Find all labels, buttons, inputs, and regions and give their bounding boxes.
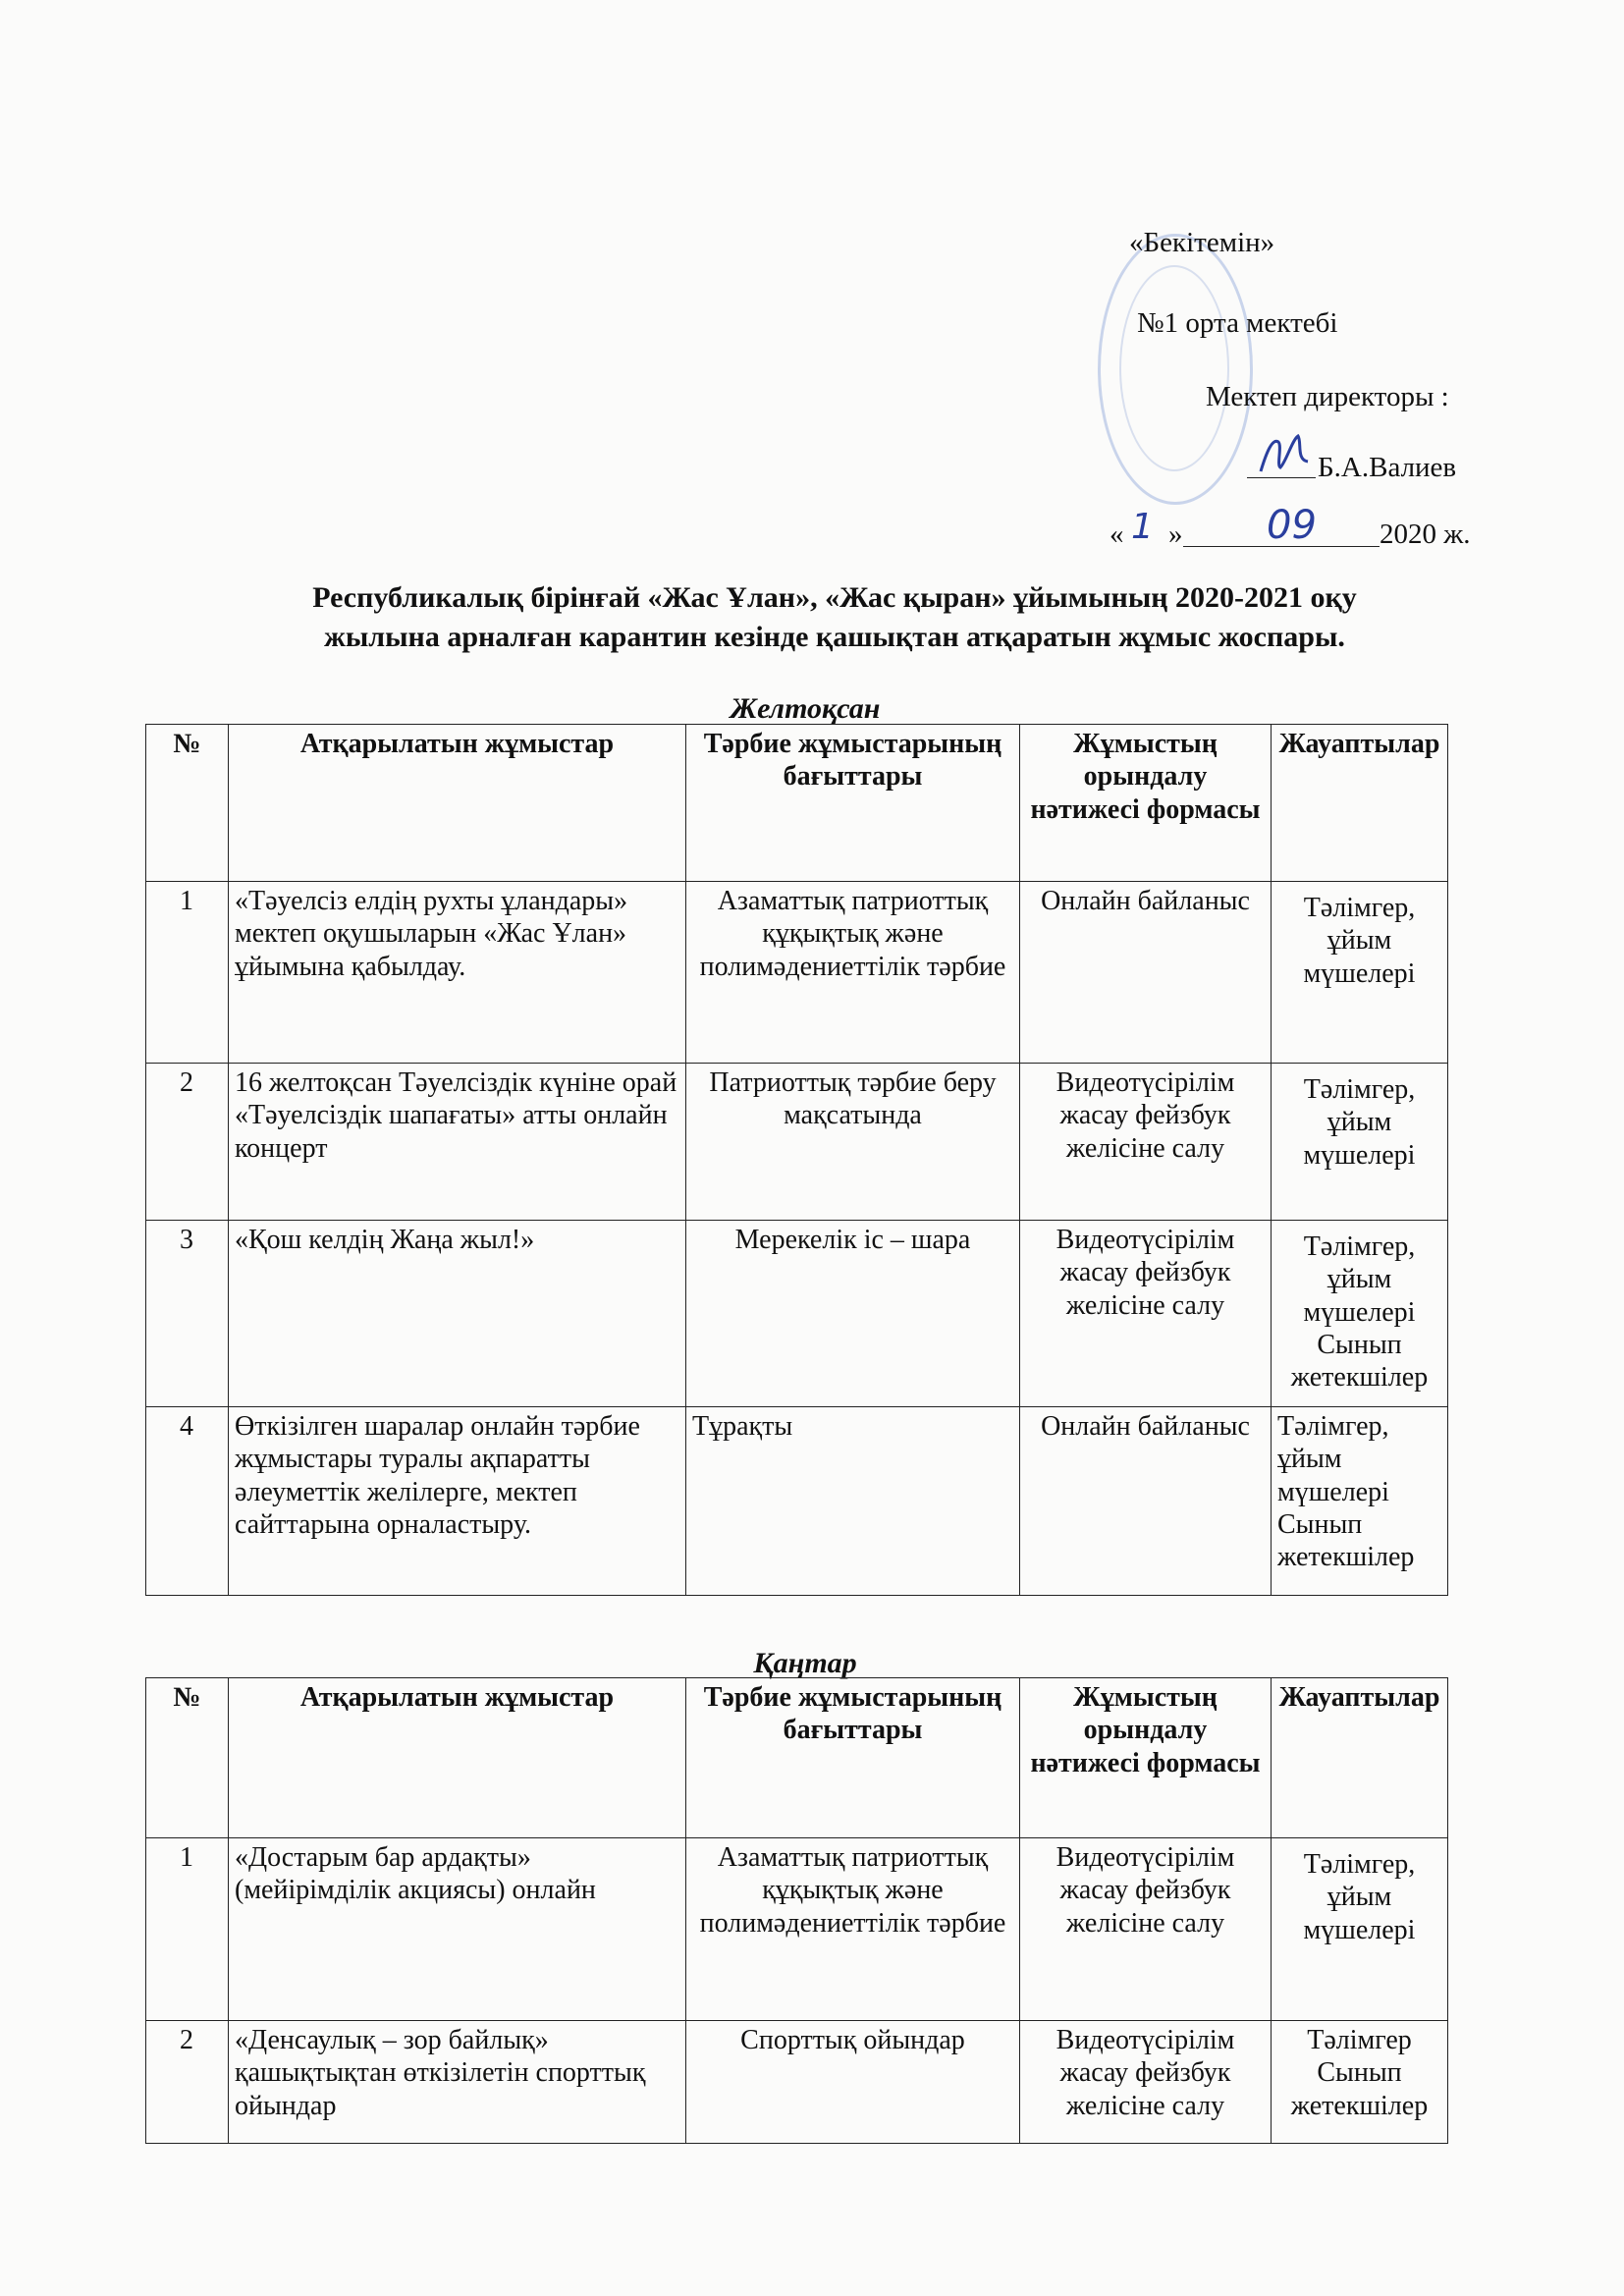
approval-position: Мектеп директоры :: [1206, 381, 1449, 412]
row-form: Онлайн байланыс: [1020, 1407, 1272, 1596]
row-num: 4: [146, 1407, 229, 1596]
header-num: №: [146, 1678, 229, 1838]
header-work: Атқарылатын жұмыстар: [229, 1678, 686, 1838]
official-stamp-inner-ring: [1119, 265, 1229, 471]
row-work: «Достарым бар ардақты» (мейірімділік акциясы) онлайн: [229, 1838, 686, 2021]
row-work: «Тәуелсіз елдің рухты ұландары» мектеп оқушыларын «Жас Ұлан» ұйымына қабылдау.: [229, 882, 686, 1064]
header-responsible: Жауаптылар: [1272, 1678, 1448, 1838]
approval-title: «Бекітемін»: [1129, 227, 1275, 258]
table-row: [146, 1221, 1448, 1407]
row-num: 1: [146, 1838, 229, 2021]
row-direction: Мерекелік іс – шара: [686, 1221, 1020, 1407]
row-form: Видеотүсірілім жасау фейзбук желісіне салу: [1020, 1221, 1272, 1407]
row-responsible: Тәлімгер, ұйым мүшелері: [1272, 1064, 1448, 1221]
row-direction: Тұрақты: [686, 1407, 1020, 1596]
approval-hand-month: 09: [1267, 503, 1317, 548]
header-form: Жұмыстың орындалу нәтижесі формасы: [1020, 725, 1272, 882]
row-direction: Патриоттық тәрбие беру мақсатында: [686, 1064, 1020, 1221]
row-form: Видеотүсірілім жасау фейзбук желісіне салу: [1020, 2021, 1272, 2144]
approval-hand-day: 1: [1131, 507, 1154, 547]
row-form: Видеотүсірілім жасау фейзбук желісіне салу: [1020, 1838, 1272, 2021]
document-title-line2: жылына арналған карантин кезінде қашықтан атқаратын жұмыс жоспары.: [324, 621, 1345, 653]
table-row: [146, 1407, 1448, 1596]
row-num: 2: [146, 2021, 229, 2144]
row-direction: Спорттық ойындар: [686, 2021, 1020, 2144]
director-signature: [1257, 432, 1314, 475]
approval-date-year: 2020 ж.: [1380, 519, 1471, 550]
row-work: 16 желтоқсан Тәуелсіздік күніне орай «Тәуелсіздік шапағаты» атты онлайн концерт: [229, 1064, 686, 1221]
row-direction: Азаматтық патриоттық құқықтық және полимәдениеттілік тәрбие: [686, 1838, 1020, 2021]
december-header-row: [146, 725, 1448, 882]
row-direction: Азаматтық патриоттық құқықтық және полимәдениеттілік тәрбие: [686, 882, 1020, 1064]
signature-line: [1247, 477, 1316, 478]
row-form: Видеотүсірілім жасау фейзбук желісіне салу: [1020, 1064, 1272, 1221]
header-direction: Тәрбие жұмыстарының бағыттары: [686, 725, 1020, 882]
approval-date-open: «: [1110, 519, 1124, 550]
row-num: 2: [146, 1064, 229, 1221]
header-direction: Тәрбие жұмыстарының бағыттары: [686, 1678, 1020, 1838]
row-work: Өткізілген шаралар онлайн тәрбие жұмыстары туралы ақпаратты әлеуметтік желілерге, мектеп сайттарына орналастыру.: [229, 1407, 686, 1596]
row-responsible: Тәлімгер, ұйым мүшелері Сынып жетекшілер: [1272, 1407, 1448, 1596]
row-responsible: Тәлімгер Сынып жетекшілер: [1272, 2021, 1448, 2144]
approval-signer: Б.А.Валиев: [1318, 452, 1457, 483]
row-responsible: Тәлімгер, ұйым мүшелері Сынып жетекшілер: [1272, 1221, 1448, 1407]
row-responsible: Тәлімгер, ұйым мүшелері: [1272, 882, 1448, 1064]
table-row: [146, 882, 1448, 1064]
december-table: [145, 724, 1448, 1596]
approval-date-mid: »: [1168, 519, 1183, 550]
header-form: Жұмыстың орындалу нәтижесі формасы: [1020, 1678, 1272, 1838]
section-title-january: Қаңтар: [753, 1647, 857, 1679]
row-work: «Қош келдің Жаңа жыл!»: [229, 1221, 686, 1407]
january-header-row: [146, 1678, 1448, 1838]
approval-school: №1 орта мектебі: [1137, 307, 1338, 339]
table-row: [146, 1064, 1448, 1221]
header-responsible: Жауаптылар: [1272, 725, 1448, 882]
document-title-line1: Республикалық бірінғай «Жас Ұлан», «Жас қыран» ұйымының 2020-2021 оқу: [312, 581, 1357, 614]
section-title-december: Желтоқсан: [730, 692, 881, 725]
row-num: 1: [146, 882, 229, 1064]
header-work: Атқарылатын жұмыстар: [229, 725, 686, 882]
row-work: «Денсаулық – зор байлық» қашықтықтан өткізілетін спорттық ойындар: [229, 2021, 686, 2144]
january-table: [145, 1677, 1448, 2144]
row-num: 3: [146, 1221, 229, 1407]
table-row: [146, 1838, 1448, 2021]
row-responsible: Тәлімгер, ұйым мүшелері: [1272, 1838, 1448, 2021]
header-num: №: [146, 725, 229, 882]
row-form: Онлайн байланыс: [1020, 882, 1272, 1064]
table-row: [146, 2021, 1448, 2144]
